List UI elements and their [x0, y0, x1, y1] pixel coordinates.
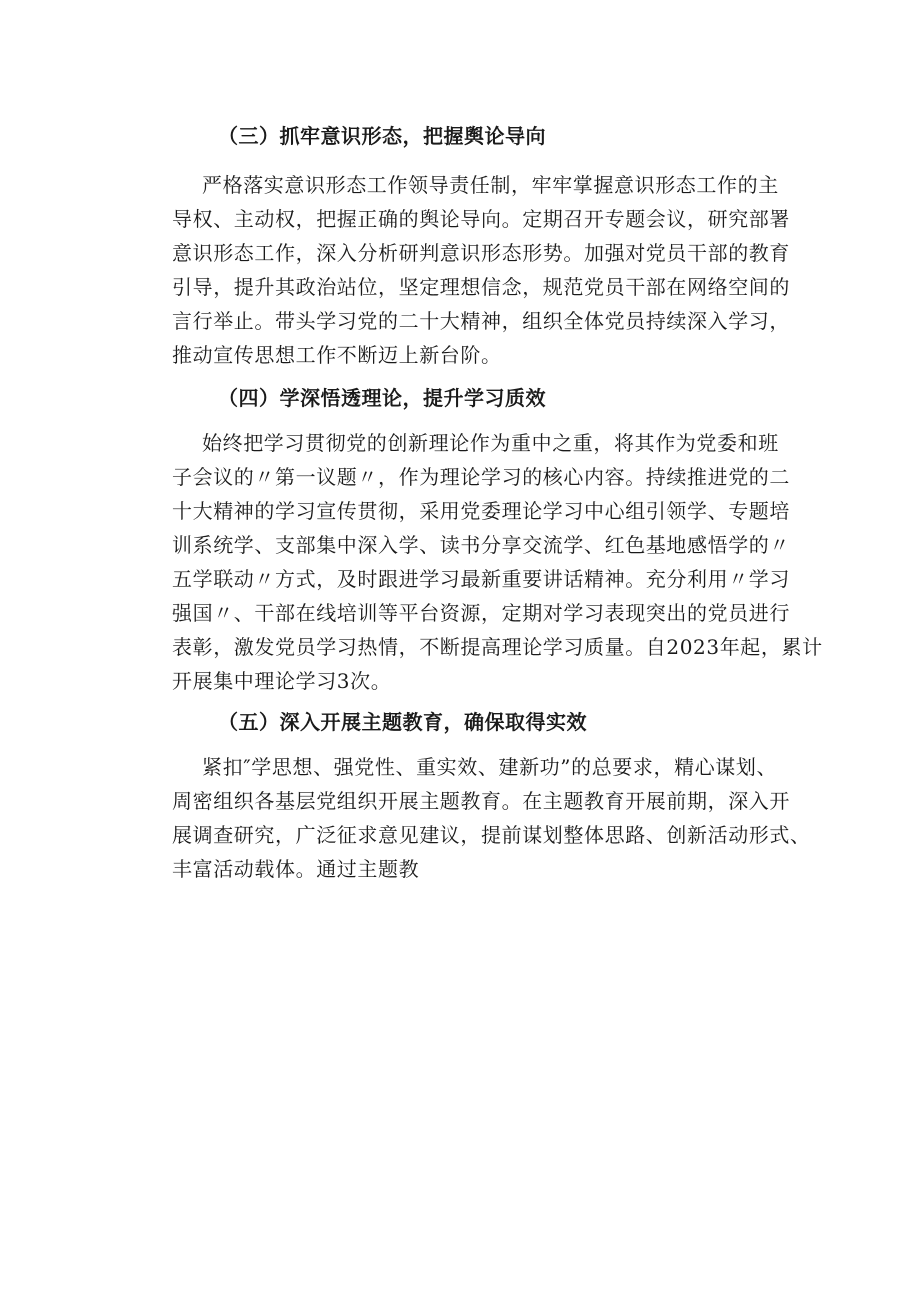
section-heading: （五）深入开展主题教育，确保取得实效: [218, 710, 587, 734]
section-heading: （三）抓牢意识形态，把握舆论导向: [218, 124, 546, 148]
paragraph-line: 子会议的〃第一议题〃，作为理论学习的核心内容。持续推进党的二: [172, 465, 790, 489]
section-paragraph: [172, 168, 812, 372]
paragraph-line: 周密组织各基层党组织开展主题教育。在主题教育开展前期，深入开: [172, 789, 790, 813]
paragraph-line: 展调查研究，广泛征求意见建议，提前谋划整体思路、创新活动形式、: [172, 823, 811, 847]
section-4: [172, 382, 823, 698]
paragraph-line: 十大精神的学习宣传贯彻，采用党委理论学习中心组引领学、专题培: [172, 499, 790, 523]
paragraph-line: 推动宣传思想工作不断迈上新台阶。: [172, 343, 502, 367]
paragraph-line: 开展集中理论学习3次。: [172, 669, 392, 693]
section-heading: （四）学深悟透理论，提升学习质效: [218, 386, 546, 410]
paragraph-line: 训系统学、支部集中深入学、读书分享交流学、红色基地感悟学的〃: [172, 533, 790, 557]
paragraph-line: 强国〃、干部在线培训等平台资源，定期对学习表现突出的党员进行: [172, 601, 790, 625]
paragraph-line: 丰富活动载体。通过主题教: [172, 857, 420, 881]
section-paragraph: [172, 750, 812, 886]
section-3: [172, 120, 812, 372]
paragraph-line: 意识形态工作，深入分析研判意识形态形势。加强对党员干部的教育: [172, 241, 790, 265]
section-paragraph: [172, 426, 823, 698]
paragraph-line: 引导，提升其政治站位，坚定理想信念，规范党员干部在网络空间的: [172, 275, 790, 299]
paragraph-line: 导权、主动权，把握正确的舆论导向。定期召开专题会议，研究部署: [172, 207, 790, 231]
paragraph-line: 五学联动〃方式，及时跟进学习最新重要讲话精神。充分利用〃学习: [172, 567, 790, 591]
paragraph-line: 始终把学习贯彻党的创新理论作为重中之重，将其作为党委和班: [202, 431, 779, 455]
paragraph-line: 表彰，激发党员学习热情，不断提高理论学习质量。自2023年起，累计: [172, 635, 823, 659]
section-5: [172, 706, 812, 886]
paragraph-line: 紧扣″学思想、强党性、重实效、建新功”的总要求，精心谋划、: [202, 755, 778, 779]
paragraph-line: 严格落实意识形态工作领导责任制，牢牢掌握意识形态工作的主: [202, 173, 779, 197]
paragraph-line: 言行举止。带头学习党的二十大精神，组织全体党员持续深入学习，: [172, 309, 790, 333]
